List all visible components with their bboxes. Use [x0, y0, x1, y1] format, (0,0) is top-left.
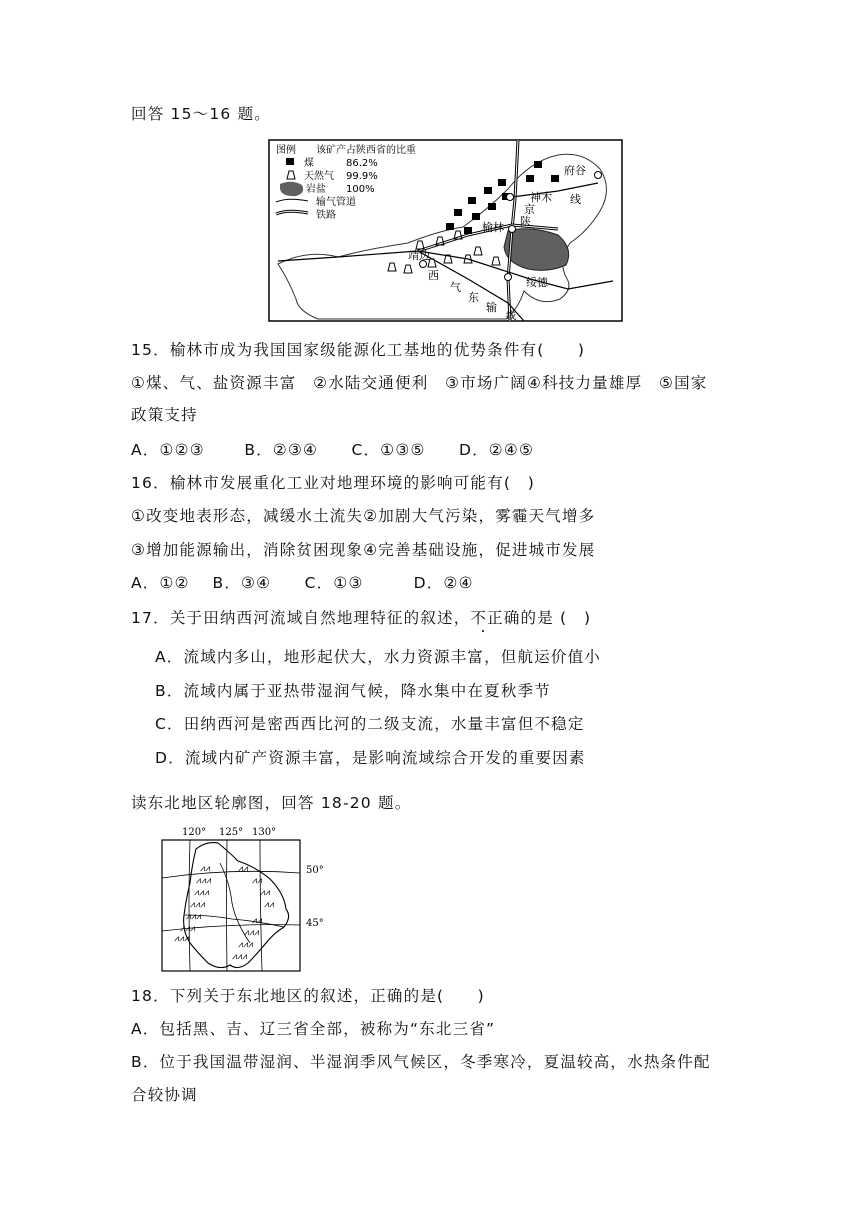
svg-text:⩘⩘: ⩘⩘	[252, 876, 263, 886]
svg-text:⩘⩘⩘: ⩘⩘⩘	[232, 952, 248, 962]
intro-text-2: 读东北地区轮廓图，回答 18-20 题。	[131, 794, 412, 812]
coal-legend-icon	[286, 158, 294, 165]
emphasis-dot	[482, 630, 484, 632]
yulin-resource-map	[268, 139, 623, 322]
q16-answers: A．①② B．③④ C．①③ D．②④	[131, 574, 474, 592]
svg-text:东: 东	[468, 291, 479, 304]
svg-text:京: 京	[524, 203, 535, 216]
svg-text:绥德: 绥德	[526, 276, 548, 289]
svg-text:靖边: 靖边	[408, 249, 430, 262]
northeast-china-map	[160, 823, 335, 973]
q18-option-b-cont: 合较协调	[131, 1086, 198, 1104]
svg-text:神木: 神木	[530, 191, 552, 204]
svg-text:天然气: 天然气	[304, 171, 334, 182]
svg-text:50°: 50°	[306, 865, 324, 876]
svg-text:⩘⩘: ⩘⩘	[264, 900, 275, 910]
svg-text:线: 线	[570, 193, 581, 206]
q16-line1: ①改变地表形态，减缓水土流失②加剧大气污染，雾霾天气增多	[131, 507, 596, 525]
svg-text:⩘⩘⩘: ⩘⩘⩘	[174, 934, 190, 944]
svg-text:⩘⩘: ⩘⩘	[200, 864, 211, 874]
svg-text:气: 气	[450, 281, 461, 294]
svg-text:西: 西	[428, 269, 439, 282]
svg-text:⩘⩘⩘: ⩘⩘⩘	[194, 888, 210, 898]
svg-text:⩘⩘: ⩘⩘	[260, 888, 271, 898]
svg-text:45°: 45°	[306, 918, 324, 929]
svg-text:输气管道: 输气管道	[316, 197, 356, 208]
svg-text:86.2%: 86.2%	[346, 158, 378, 169]
svg-text:线: 线	[506, 311, 516, 322]
svg-text:99.9%: 99.9%	[346, 171, 378, 182]
svg-text:120°: 120°	[182, 827, 207, 838]
svg-text:⩘⩘⩘: ⩘⩘⩘	[180, 924, 196, 934]
svg-text:100%: 100%	[346, 184, 375, 195]
svg-text:⩘⩘⩘: ⩘⩘⩘	[238, 940, 254, 950]
q17-option-b: B．流域内属于亚热带湿润气候，降水集中在夏秋季节	[155, 682, 551, 700]
q15-answers: A．①②③ B．②③④ C．①③⑤ D．②④⑤	[131, 441, 535, 459]
svg-text:陕: 陕	[520, 215, 531, 228]
svg-text:⩘⩘: ⩘⩘	[252, 916, 263, 926]
svg-text:岩盐: 岩盐	[306, 184, 326, 195]
svg-text:130°: 130°	[252, 827, 277, 838]
q18-option-a: A．包括黑、吉、辽三省全部，被称为“东北三省”	[131, 1020, 496, 1038]
q15-stem: 15．榆林市成为我国国家级能源化工基地的优势条件有( )	[131, 341, 586, 359]
q16-line2: ③增加能源输出，消除贫困现象④完善基础设施，促进城市发展	[131, 541, 596, 559]
q17-option-c: C．田纳西河是密西西比河的二级支流，水量丰富但不稳定	[155, 715, 585, 733]
svg-text:⩘⩘⩘: ⩘⩘⩘	[244, 928, 260, 938]
svg-text:⩘⩘⩘: ⩘⩘⩘	[190, 900, 206, 910]
q16-stem: 16．榆林市发展重化工业对地理环境的影响可能有( )	[131, 474, 536, 492]
svg-text:府谷: 府谷	[564, 164, 586, 177]
q18-option-b: B．位于我国温带湿润、半湿润季风气候区，冬季寒冷，夏温较高，水热条件配	[131, 1053, 711, 1071]
svg-text:煤: 煤	[304, 158, 314, 169]
intro-text: 回答 15～16 题。	[131, 105, 272, 123]
q18-stem: 18．下列关于东北地区的叙述，正确的是( )	[131, 987, 485, 1005]
q15-options: ①煤、气、盐资源丰富 ②水陆交通便利 ③市场广阔④科技力量雄厚 ⑤国家	[131, 374, 708, 392]
q17-stem: 17．关于田纳西河流域自然地理特征的叙述，不正确的是 ( )	[131, 609, 592, 627]
q17-option-d: D．流域内矿产资源丰富，是影响流域综合开发的重要因素	[155, 749, 586, 767]
svg-text:⩘⩘⩘: ⩘⩘⩘	[186, 912, 202, 922]
svg-text:⩘⩘: ⩘⩘	[238, 864, 249, 874]
q15-options-cont: 政策支持	[131, 406, 198, 424]
svg-text:铁路: 铁路	[316, 210, 336, 221]
svg-text:输: 输	[486, 301, 497, 314]
svg-text:图例: 图例	[276, 145, 296, 156]
svg-text:⩘⩘⩘: ⩘⩘⩘	[196, 876, 212, 886]
svg-text:该矿产占陕西省的比重: 该矿产占陕西省的比重	[316, 145, 416, 156]
svg-text:125°: 125°	[219, 827, 244, 838]
q17-option-a: A．流域内多山，地形起伏大，水力资源丰富，但航运价值小	[155, 648, 602, 666]
svg-text:榆林: 榆林	[482, 221, 504, 234]
